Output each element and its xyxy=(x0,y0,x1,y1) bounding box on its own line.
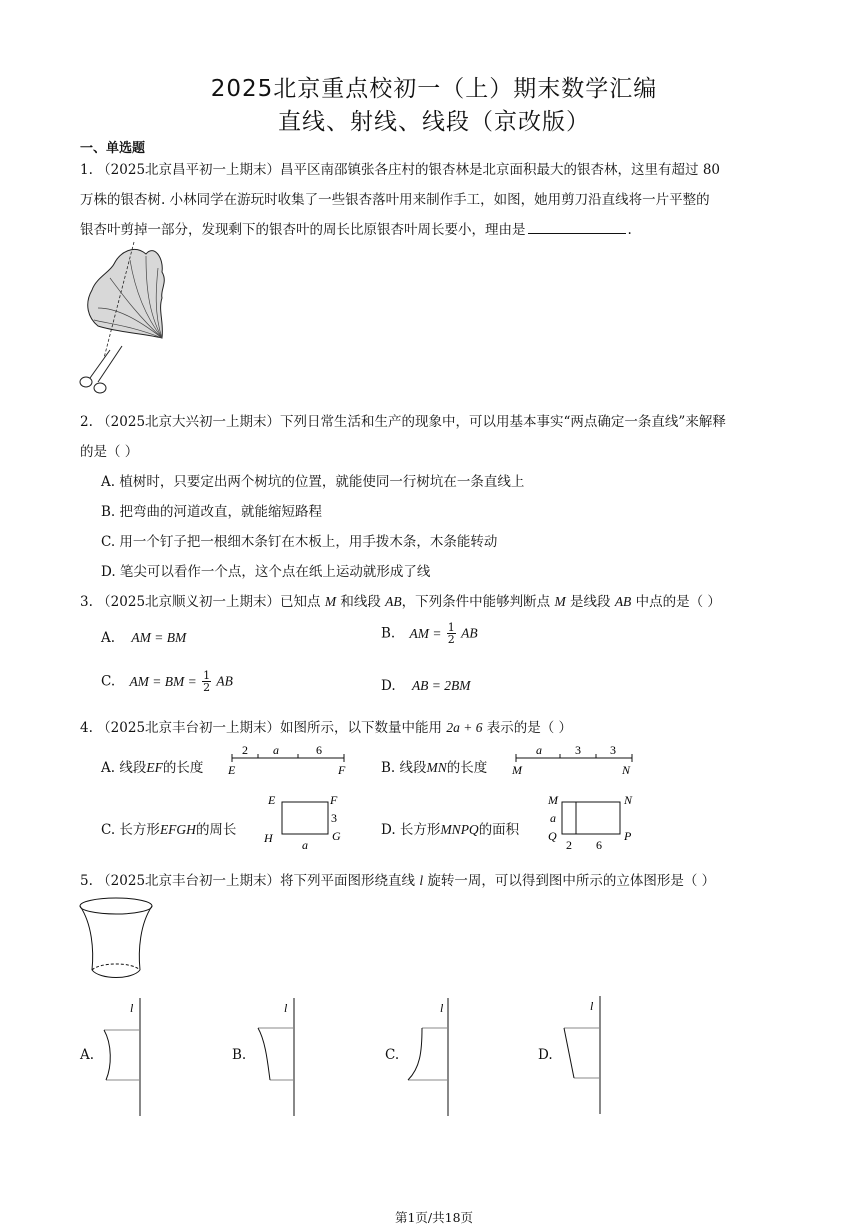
q5-option-a-figure[interactable] xyxy=(96,996,156,1118)
q1-line1: 1. （2025北京昌平初一上期末）昌平区南邵镇张各庄村的银杏林是北京面积最大的银杏林，这里有超过 80 xyxy=(80,162,720,178)
figa-seg1: 2 xyxy=(242,743,248,757)
q5-option-b-label[interactable]: B. xyxy=(232,1047,247,1063)
q3-var-ab: AB xyxy=(385,594,402,609)
figc-bottom: a xyxy=(302,838,308,852)
q5-stem-a: 5. （2025北京丰台初一上期末）将下列平面图形绕直线 xyxy=(80,873,416,889)
q1-line2: 万株的银杏树. 小林同学在游玩时收集了一些银杏落叶用来制作手工，如图，她用剪刀沿直线将一片平整的 xyxy=(80,192,710,208)
answer-blank[interactable] xyxy=(528,232,626,234)
q2-option-a[interactable]: A. 植树时，只要定出两个树坑的位置，就能使同一行树坑在一条直线上 xyxy=(101,474,525,490)
figa-right: F xyxy=(338,763,346,777)
q3-option-a-label: A. xyxy=(101,630,116,646)
q3-option-a[interactable] xyxy=(101,630,186,646)
fraction-one-half: $\frac{1}{2}$ xyxy=(447,621,455,646)
q4-option-b-var: MN xyxy=(426,760,447,775)
figd-bl: Q xyxy=(548,829,557,843)
figc-br: G xyxy=(332,829,341,843)
q3-option-b[interactable] xyxy=(381,622,478,645)
ginkgo-leaf-scissors-figure xyxy=(76,238,171,398)
q5-option-d-figure[interactable] xyxy=(556,994,616,1116)
q1-line3-text: 银杏叶剪掉一部分，发现剩下的银杏叶的周长比原银杏叶周长要小，理由是 xyxy=(80,222,526,238)
page-footer: 第1页/共18页 xyxy=(394,1210,474,1225)
q3-stem-a: 3. （2025北京顺义初一上期末）已知点 xyxy=(80,594,321,610)
figb-seg3: 3 xyxy=(610,743,616,757)
q4-option-d-var: MNPQ xyxy=(440,822,479,837)
axis-label-c: l xyxy=(440,1001,444,1015)
q4-option-d[interactable] xyxy=(381,818,519,838)
q1-line3 xyxy=(80,218,632,238)
scissors-icon xyxy=(80,346,122,393)
q3-option-d-expr: AB = 2BM xyxy=(411,678,471,693)
q4-option-a-text: A. 线段 xyxy=(101,760,147,776)
figd-br: P xyxy=(624,829,632,843)
q2-line1: 2. （2025北京大兴初一上期末）下列日常生活和生产的现象中，可以用基本事实“两点确定一条直线”来解释 xyxy=(80,414,726,430)
figa-left: E xyxy=(228,763,236,777)
q1-end: . xyxy=(627,222,632,238)
figd-side: a xyxy=(550,811,556,825)
page-title: 2025北京重点校初一（上）期末数学汇编 xyxy=(210,76,658,102)
q3-option-b-rhs: AB xyxy=(461,625,478,641)
q3-option-a-expr: AM = BM xyxy=(131,630,187,645)
q5-option-b-figure[interactable] xyxy=(250,996,310,1118)
q3-option-b-lhs: AM = xyxy=(409,625,442,641)
q4-expr: 2a + 6 xyxy=(446,720,483,735)
figb-seg1: a xyxy=(536,743,542,757)
q4-stem xyxy=(80,716,572,736)
q2-line2: 的是（ ） xyxy=(80,444,139,460)
figd-tl: M xyxy=(548,793,558,807)
figa-seg2: a xyxy=(273,743,279,757)
figd-b1: 2 xyxy=(566,838,572,852)
q5-option-c-figure[interactable] xyxy=(400,996,460,1118)
q3-option-d-label: D. xyxy=(381,678,396,694)
figc-tl: E xyxy=(268,793,276,807)
q4-option-c[interactable] xyxy=(101,818,236,838)
q2-option-c[interactable]: C. 用一个钉子把一根细木条钉在木板上，用手拨木条，木条能转动 xyxy=(101,534,498,550)
axis-label-d: l xyxy=(590,999,594,1013)
q4-option-b[interactable] xyxy=(381,756,487,776)
figa-seg3: 6 xyxy=(316,743,322,757)
figb-seg2: 3 xyxy=(575,743,581,757)
q4-option-b-text: B. 线段 xyxy=(381,760,427,776)
q3-option-c-rhs: AB xyxy=(216,673,233,689)
figc-side: 3 xyxy=(331,811,337,825)
q4-option-c-text: C. 长方形 xyxy=(101,822,160,838)
axis-label-b: l xyxy=(284,1001,288,1015)
figb-right: N xyxy=(622,763,631,777)
q3-stem xyxy=(80,590,721,610)
figd-b2: 6 xyxy=(596,838,602,852)
q5-option-c-label[interactable]: C. xyxy=(385,1047,400,1063)
q4-option-a-var: EF xyxy=(146,760,163,775)
q4-option-a-tail: 的长度 xyxy=(162,760,204,776)
q4-figure-b-segment xyxy=(512,744,638,778)
q3-stem-d: 是线段 xyxy=(570,594,611,610)
q4-option-c-var: EFGH xyxy=(159,822,196,837)
page-subtitle: 直线、射线、线段（京改版） xyxy=(278,109,590,135)
axis-label-a: l xyxy=(130,1001,134,1015)
q4-stem-a: 4. （2025北京丰台初一上期末）如图所示，以下数量中能用 xyxy=(80,720,443,736)
q3-option-c-label: C. xyxy=(101,673,116,690)
vase-solid-figure xyxy=(76,894,158,986)
q4-option-b-tail: 的长度 xyxy=(446,760,488,776)
q3-option-c-lhs: AM = BM = xyxy=(129,673,197,689)
q3-stem-e: 中点的是（ ） xyxy=(635,594,721,610)
q2-option-b[interactable]: B. 把弯曲的河道改直，就能缩短路程 xyxy=(101,504,323,520)
q4-option-a[interactable] xyxy=(101,756,203,776)
q4-stem-b: 表示的是（ ） xyxy=(486,720,573,736)
q3-option-b-label: B. xyxy=(381,625,396,642)
q4-option-d-tail: 的面积 xyxy=(478,822,520,838)
q3-option-d[interactable] xyxy=(381,678,471,694)
q4-figure-c-rectangle xyxy=(262,792,352,852)
q5-option-a-label[interactable]: A. xyxy=(80,1047,95,1063)
figc-tr: F xyxy=(330,793,338,807)
q5-stem xyxy=(80,869,715,889)
fraction-one-half-c: $\frac{1}{2}$ xyxy=(203,669,211,694)
q3-option-c[interactable] xyxy=(101,670,233,693)
section-heading: 一、单选题 xyxy=(80,141,146,156)
figc-bl: H xyxy=(264,831,273,845)
q5-option-d-label[interactable]: D. xyxy=(538,1047,553,1063)
q5-var-l: l xyxy=(419,873,424,888)
q4-figure-a-segment xyxy=(228,744,350,778)
q3-var-m-2: M xyxy=(554,594,566,609)
q3-var-ab-2: AB xyxy=(614,594,632,609)
q2-option-d[interactable]: D. 笔尖可以看作一个点，这个点在纸上运动就形成了线 xyxy=(101,564,431,580)
q4-figure-d-rectangle xyxy=(546,792,642,852)
q4-option-d-text: D. 长方形 xyxy=(381,822,441,838)
q4-option-c-tail: 的周长 xyxy=(195,822,237,838)
q3-stem-c: ，下列条件中能够判断点 xyxy=(401,594,551,610)
q3-var-m: M xyxy=(324,594,337,609)
figd-tr: N xyxy=(624,793,633,807)
q5-stem-b: 旋转一周，可以得到图中所示的立体图形是（ ） xyxy=(427,873,716,889)
q3-stem-b: 和线段 xyxy=(340,594,381,610)
figb-left: M xyxy=(512,763,522,777)
